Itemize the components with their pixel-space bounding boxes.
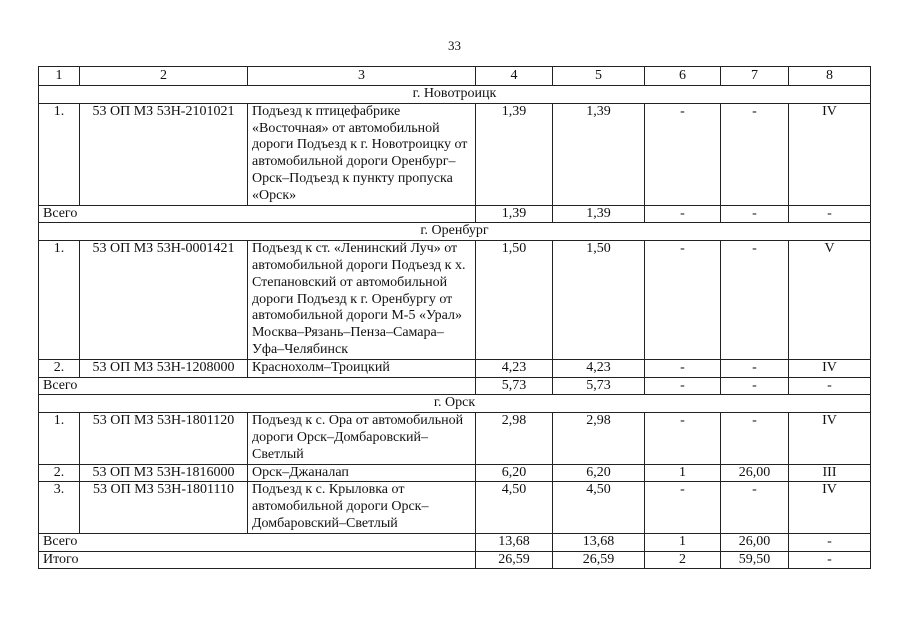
road-code: 53 ОП МЗ 53Н-1816000 [80, 464, 248, 482]
total-col6: - [645, 205, 721, 223]
section-total-row [39, 377, 871, 395]
total-col7: - [721, 377, 789, 395]
cell-col8: IV [789, 413, 871, 464]
cell-col4: 2,98 [476, 413, 553, 464]
cell-col8: V [789, 241, 871, 360]
column-header: 4 [476, 67, 553, 86]
grand-total-row [39, 551, 871, 569]
column-header: 7 [721, 67, 789, 86]
cell-col4: 6,20 [476, 464, 553, 482]
page-number: 33 [448, 38, 461, 53]
cell-col4: 1,39 [476, 103, 553, 205]
road-code: 53 ОП МЗ 53Н-2101021 [80, 103, 248, 205]
cell-col4: 4,23 [476, 359, 553, 377]
road-code: 53 ОП МЗ 53Н-1801110 [80, 482, 248, 533]
cell-col8: IV [789, 482, 871, 533]
cell-col5: 6,20 [553, 464, 645, 482]
section-title: г. Новотроицк [39, 86, 871, 104]
cell-col5: 4,23 [553, 359, 645, 377]
road-name: Подъезд к птицефабрике «Восточная» от автомобильной дороги Подъезд к г. Новотроицку от автомобильной дороги Оренбург–Орск–Подъезд к пункту пропуска «Орск» [248, 103, 476, 205]
cell-col7: - [721, 482, 789, 533]
cell-col5: 1,39 [553, 103, 645, 205]
road-code: 53 ОП МЗ 53Н-0001421 [80, 241, 248, 360]
grand-total-col6: 2 [645, 551, 721, 569]
table-row [39, 103, 871, 205]
total-col5: 1,39 [553, 205, 645, 223]
table-row [39, 464, 871, 482]
total-col8: - [789, 205, 871, 223]
row-number: 1. [39, 103, 80, 205]
total-col4: 1,39 [476, 205, 553, 223]
column-header: 6 [645, 67, 721, 86]
grand-total-col7: 59,50 [721, 551, 789, 569]
section-header-orenburg [39, 223, 871, 241]
row-number: 1. [39, 241, 80, 360]
row-number: 1. [39, 413, 80, 464]
total-label: Всего [39, 377, 476, 395]
total-col6: 1 [645, 533, 721, 551]
row-number: 3. [39, 482, 80, 533]
section-header-novotroitsk [39, 86, 871, 104]
table-row [39, 359, 871, 377]
total-col8: - [789, 377, 871, 395]
road-name: Подъезд к с. Крыловка от автомобильной дороги Орск–Домбаровский–Светлый [248, 482, 476, 533]
column-number-header-row [39, 67, 871, 86]
road-name: Орск–Джаналап [248, 464, 476, 482]
section-title: г. Орск [39, 395, 871, 413]
cell-col4: 1,50 [476, 241, 553, 360]
grand-total-col4: 26,59 [476, 551, 553, 569]
cell-col7: 26,00 [721, 464, 789, 482]
column-header: 2 [80, 67, 248, 86]
road-name: Подъезд к ст. «Ленинский Луч» от автомобильной дороги Подъезд к х. Степановский от автомобильной дороги Подъезд к г. Оренбургу от автомобильной дороги М-5 «Урал» Москва–Рязань–Пенза–Самара–Уфа–Челябинск [248, 241, 476, 360]
column-header: 8 [789, 67, 871, 86]
cell-col7: - [721, 241, 789, 360]
cell-col7: - [721, 103, 789, 205]
road-code: 53 ОП МЗ 53Н-1801120 [80, 413, 248, 464]
total-label: Всего [39, 533, 476, 551]
section-total-row [39, 205, 871, 223]
cell-col6: 1 [645, 464, 721, 482]
road-code: 53 ОП МЗ 53Н-1208000 [80, 359, 248, 377]
section-header-orsk [39, 395, 871, 413]
total-col7: - [721, 205, 789, 223]
total-col6: - [645, 377, 721, 395]
cell-col5: 2,98 [553, 413, 645, 464]
table-row [39, 482, 871, 533]
total-col4: 5,73 [476, 377, 553, 395]
total-col7: 26,00 [721, 533, 789, 551]
roads-table [38, 66, 871, 569]
road-name: Краснохолм–Троицкий [248, 359, 476, 377]
total-label: Всего [39, 205, 476, 223]
cell-col5: 4,50 [553, 482, 645, 533]
road-name: Подъезд к с. Ора от автомобильной дороги Орск–Домбаровский–Светлый [248, 413, 476, 464]
total-col4: 13,68 [476, 533, 553, 551]
total-col5: 5,73 [553, 377, 645, 395]
column-header: 1 [39, 67, 80, 86]
grand-total-col5: 26,59 [553, 551, 645, 569]
cell-col8: IV [789, 359, 871, 377]
row-number: 2. [39, 464, 80, 482]
cell-col8: IV [789, 103, 871, 205]
total-col8: - [789, 533, 871, 551]
section-title: г. Оренбург [39, 223, 871, 241]
grand-total-label: Итого [39, 551, 476, 569]
table-row [39, 413, 871, 464]
cell-col5: 1,50 [553, 241, 645, 360]
section-total-row [39, 533, 871, 551]
column-header: 3 [248, 67, 476, 86]
row-number: 2. [39, 359, 80, 377]
column-header: 5 [553, 67, 645, 86]
cell-col7: - [721, 359, 789, 377]
table-row [39, 241, 871, 360]
cell-col6: - [645, 482, 721, 533]
cell-col4: 4,50 [476, 482, 553, 533]
cell-col6: - [645, 103, 721, 205]
cell-col6: - [645, 413, 721, 464]
cell-col8: III [789, 464, 871, 482]
cell-col6: - [645, 241, 721, 360]
cell-col7: - [721, 413, 789, 464]
total-col5: 13,68 [553, 533, 645, 551]
cell-col6: - [645, 359, 721, 377]
grand-total-col8: - [789, 551, 871, 569]
